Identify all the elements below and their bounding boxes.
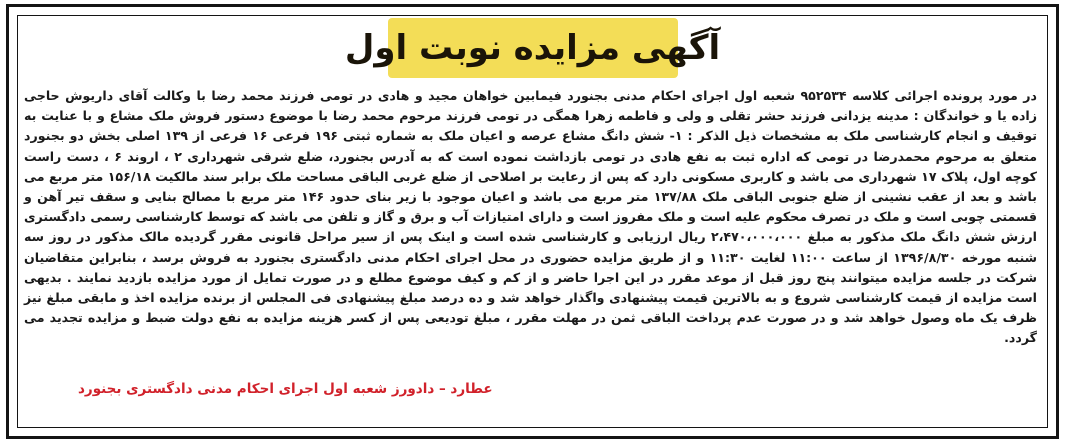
title-banner [344,18,721,78]
notice-inner-border [17,15,1048,428]
notice-footer [18,377,1047,397]
notice-signature: عطارد – دادورز شعبه اول اجرای احکام مدنی دادگستری بجنورد [78,381,493,397]
notice-title: آگهی مزایده نوبت اول [344,28,721,68]
notice-frame [6,4,1059,439]
notice-body: در مورد پرونده اجرائی کلاسه ۹۵۲۵۳۴ شعبه اول اجرای احکام مدنی بجنورد فیمابین خواهان مجید و هادی در تومی فرزند محمد رضا با وکالت آقای داریوش حاجی زاده یا و خواندگان : مدینه یزدانی فرزند حشر تقلی و ولی و فاطمه زهرا همگی در تومی فرزند مرحوم محمد رضا با موضوع دستور فروش ملک مشاع و با عنایت به توقیف و انجام کارشناسی ملک به مشخصات ذیل الذکر : ۱- شش دانگ مشاع عرصه و اعیان ملک به شماره ثبتی ۱۹۶ فرعی ۱۶ فرعی از ۱۳۹ اصلی بخش دو بجنورد متعلق به مرحوم محمدرضا در تومی که اداره ثبت به نفع هادی در تومی بازداشت نموده است که به آدرس بجنورد، ضلع شرقی شهرداری ۲ ، اروند ۶ ، دست راست کوچه اول، پلاک ۱۷ شهرداری می باشد و کاربری مسکونی دارد که پس از رعایت بر اصلاحی از ضلع غربی الباقی مساحت ملک برابر سند مالکیت ۱۵۶/۱۸ متر مربع می باشد و بعد از عقب نشینی از ضلع جنوبی الباقی ملک ۱۳۷/۸۸ متر مربع می باشد و اعیان موجود با زیر بنای حدود ۱۴۶ متر مربع با مصالح بنایی و سقف تیر آهن و قسمتی چوبی است و ملک در تصرف محکوم علیه است و ملک مفروز است و دارای امتیازات آب و برق و گاز و تلفن می باشد که توسط کارشناسی رسمی دادگستری ارزش شش دانگ ملک مذکور به مبلغ ۲،۴۷۰،۰۰۰،۰۰۰ ریال ارزیابی و کارشناسی شده است و اینک پس از سیر مراحل قانونی مقرر گردیده مالک مذکور در روز سه شنبه مورخه ۱۳۹۶/۸/۳۰ از ساعت ۱۱:۰۰ لغایت ۱۱:۳۰ و از طریق مزایده حضوری در محل اجرای احکام مدنی دادگستری بجنورد به فروش برسد ، بنابراین متقاضیان شرکت در جلسه مزایده میتوانند پنج روز قبل از موعد مقرر در این اجرا حاضر و از کم و کیف موضوع مطلع و در صورت تمایل از مورد مزایده بازدید نمایند . بدیهی است مزایده از قیمت کارشناسی شروع و به بالاترین قیمت پیشنهادی واگذار خواهد شد و ده درصد مبلغ پیشنهادی فی المجلس از برنده مزایده اخذ و مابقی مبلغ نیز ظرف یک ماه وصول خواهد شد و در صورت عدم پرداخت الباقی ثمن در مهلت مقرر ، مبلغ تودیعی پس از کسر هزینه مزایده به نفع دولت ضبط و مزایده تجدید می گردد. [24,88,1037,346]
